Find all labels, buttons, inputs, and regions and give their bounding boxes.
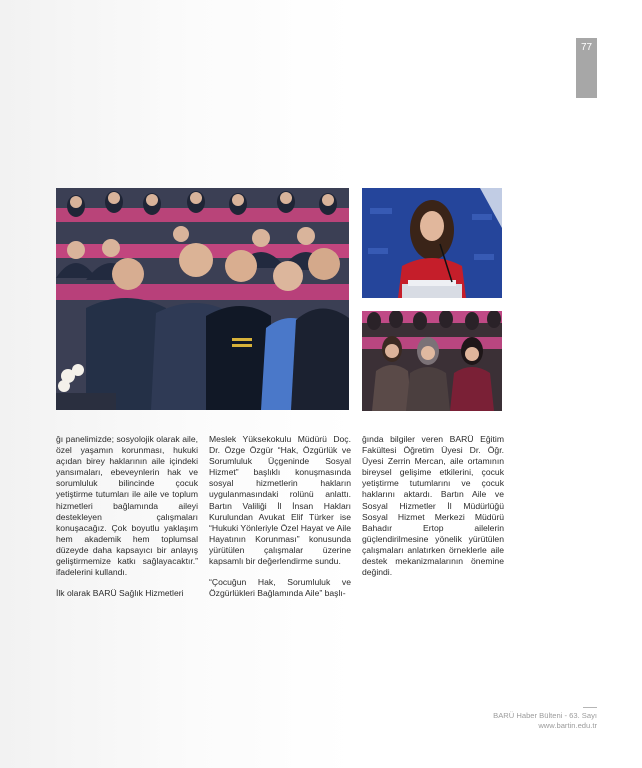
footer-website[interactable]: www.bartin.edu.tr [538,721,597,730]
paragraph: ğı panelimizde; sosyolojik olarak aile, özel yaşamın korunması, hukuki açıdan birey haklarının aile içindeki yansımaları, ebeveynlerin hak ve sorumluluk bilincinde çocuk yetiştirme tutumları ile aile ve toplum hizmetleri bağlamında aileyi destekleyen çalışmaları konuşacağız. Çok boyutlu yaklaşım hem akademik hem toplumsal düzeyde daha kapsayıcı bir anlayış geliştirmemize katkı sağlayacaktır.” ifadelerini kullandı. [56,434,198,578]
event-photo-speaker [362,188,502,298]
text-column-2 [209,434,351,609]
event-photo-speaker-illustration [362,188,502,298]
text-column-3 [362,434,504,588]
page-number: 77 [580,42,593,53]
paragraph: “Çocuğun Hak, Sorumluluk ve Özgürlükleri Bağlamında Aile” başlı- [209,577,351,599]
footer-publication: BARÜ Haber Bülteni - 63. Sayı [493,711,597,720]
footer-divider [583,707,597,708]
paragraph: Meslek Yüksekokulu Müdürü Doç. Dr. Özge Özgür “Hak, Özgürlük ve Sorumluluk Üçgeninde Sosyal Hizmet” başlıklı konuşmasında sosyal hizmetlerin hakların uygulanmasındaki rolünü anlattı. Bartın Valiliği İl İnsan Hakları Kurulundan Avukat Elif Türker ise “Hukuki Yönleriyle Özel Hayat ve Aile Hayatının Korunması” konusunda yürütülen çalışmalar üzerine kapsamlı bir değerlendirme sundu. [209,434,351,567]
event-photo-officials-illustration [56,188,349,410]
event-photo-officials [56,188,349,410]
page-footer [493,711,597,731]
event-photo-audience-illustration [362,311,502,411]
text-column-1 [56,434,198,609]
page-number-tab [576,38,597,98]
paragraph: ğında bilgiler veren BARÜ Eğitim Fakültesi Öğretim Üyesi Dr. Öğr. Üyesi Zerrin Mercan, aile ortamının bireysel gelişime etkilerini, çocuk yetiştirme tutumlarını ve çocuk haklarını aktardı. Bartın Aile ve Sosyal Hizmetler İl Müdürlüğü Sosyal Hizmet Merkezi Müdürü Bahadır Ertop ailelerin güçlendirilmesine yönelik yürütülen çalışmaları anlatırken örneklerle aile destek mekanizmalarının önemine değindi. [362,434,504,578]
paragraph: İlk olarak BARÜ Sağlık Hizmetleri [56,588,184,599]
event-photo-audience [362,311,502,411]
